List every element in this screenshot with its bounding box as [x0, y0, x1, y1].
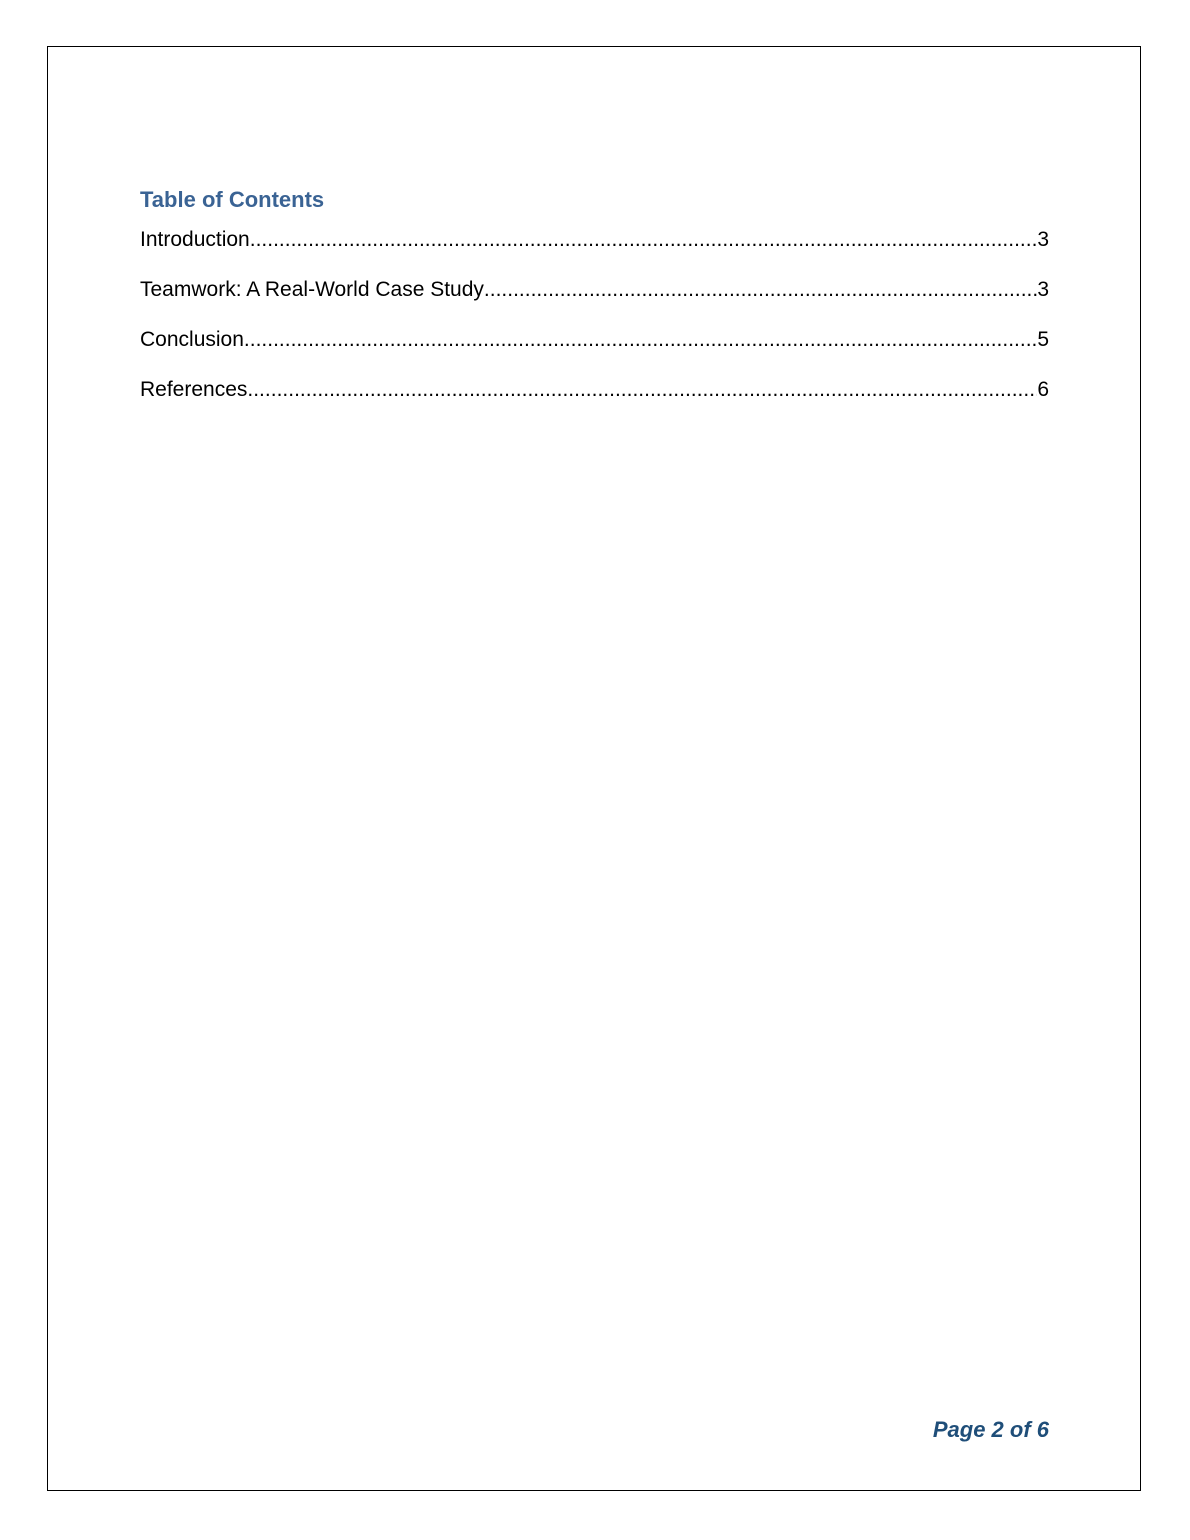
toc-entry-page: 5: [1037, 328, 1049, 351]
toc-entry-page: 3: [1037, 228, 1049, 251]
toc-list: [140, 227, 1049, 427]
toc-entry-page: 3: [1037, 278, 1049, 301]
toc-dot-leader: [247, 377, 1037, 403]
toc-entry-teamwork-case-study[interactable]: [140, 277, 1049, 303]
toc-entry-label: Conclusion: [140, 328, 244, 351]
toc-entry-references[interactable]: [140, 377, 1049, 403]
toc-dot-leader: [484, 277, 1037, 303]
toc-entry-introduction[interactable]: [140, 227, 1049, 253]
toc-title: Table of Contents: [140, 187, 325, 212]
toc-entry-label: References: [140, 378, 248, 401]
toc-dot-leader: [244, 327, 1037, 353]
toc-dot-leader: [250, 227, 1038, 253]
toc-entry-page: 6: [1037, 378, 1049, 401]
toc-entry-label: Teamwork: A Real-World Case Study: [140, 278, 484, 301]
toc-entry-conclusion[interactable]: [140, 327, 1049, 353]
page-number-footer: Page 2 of 6: [932, 1417, 1049, 1442]
toc-entry-label: Introduction: [140, 228, 250, 251]
